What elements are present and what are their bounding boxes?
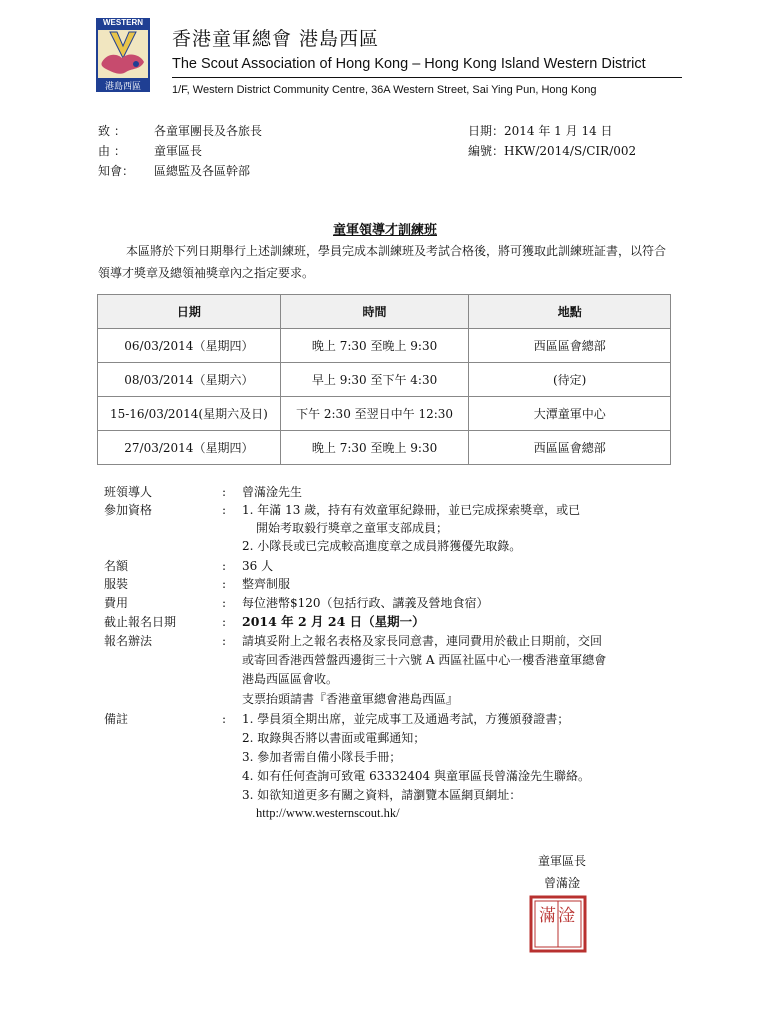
cell-venue: 西區區會總部 <box>469 329 671 363</box>
colon: : <box>222 485 227 499</box>
colon: : <box>222 615 227 629</box>
cell-time: 晚上 7:30 至晚上 9:30 <box>280 431 469 465</box>
uniform-label: 服裝 <box>104 577 129 591</box>
org-name-english: The Scout Association of Hong Kong – Hong Kong Island Western District <box>172 56 646 72</box>
quota-label: 名額 <box>104 559 129 573</box>
eligibility-line-3: 2. 小隊長或已完成較高進度章之成員將獲優先取錄。 <box>242 539 522 553</box>
header-date: 日期 <box>98 295 281 329</box>
quota-value: 36 人 <box>242 559 274 573</box>
signature-block <box>538 850 586 894</box>
cell-time: 晚上 7:30 至晚上 9:30 <box>280 329 469 363</box>
cell-date: 06/03/2014（星期四） <box>98 329 281 363</box>
remarks-label: 備註 <box>104 712 129 726</box>
method-line-3: 港島西區區會收。 <box>242 672 339 686</box>
table-row <box>98 397 671 431</box>
memo-cc-value: 區總監及各區幹部 <box>154 164 251 178</box>
method-line-1: 請填妥附上之報名表格及家長同意書，連同費用於截止日期前，交回 <box>242 634 603 648</box>
table-row <box>98 431 671 465</box>
circular-title: 童軍領導才訓練班 <box>332 223 437 238</box>
org-name-chinese: 香港童軍總會 港島西區 <box>172 28 380 50</box>
seal-text: 滿淦 <box>539 906 577 926</box>
memo-cc-label: 知會： <box>98 164 135 178</box>
remark-4: 4. 如有任何查詢可致電 63332404 與童軍區長曾滿淦先生聯絡。 <box>242 769 590 783</box>
colon: : <box>222 503 227 517</box>
cell-date: 27/03/2014（星期四） <box>98 431 281 465</box>
leader-label: 班領導人 <box>104 485 153 499</box>
district-logo <box>96 18 150 92</box>
table-row <box>98 329 671 363</box>
logo-text-bottom: 港島西區 <box>104 82 141 92</box>
cell-time: 早上 9:30 至下午 4:30 <box>280 363 469 397</box>
deadline-value: 2014 年 2 月 24 日（星期一） <box>242 614 425 629</box>
schedule-table <box>97 294 671 465</box>
remark-1: 1. 學員須全期出席，並完成事工及通過考試，方獲頒發證書； <box>242 712 570 726</box>
uniform-value: 整齊制服 <box>242 577 291 591</box>
signatory-title: 童軍區長 <box>538 854 587 868</box>
logo-text-top: WESTERN <box>103 18 143 27</box>
remark-2: 2. 取錄與否將以書面或電郵通知； <box>242 731 426 745</box>
memo-to-value: 各童軍團長及各旅長 <box>154 124 263 138</box>
remark-5: 3. 如欲知道更多有關之資料，請瀏覽本區網頁網址： <box>242 788 522 802</box>
eligibility-label: 參加資格 <box>104 503 153 517</box>
colon: : <box>222 596 227 610</box>
eligibility-line-2: 開始考取毅行獎章之童軍支部成員； <box>256 521 449 535</box>
memo-date: 日期：2014 年 1 月 14 日 <box>468 124 613 138</box>
fee-label: 費用 <box>104 596 129 610</box>
cell-time: 下午 2:30 至翌日中午 12:30 <box>280 397 469 431</box>
website-link[interactable]: http://www.westernscout.hk/ <box>256 806 400 820</box>
cell-venue: (待定) <box>469 363 671 397</box>
method-line-4: 支票抬頭請書『香港童軍總會港島西區』 <box>242 692 459 706</box>
header-time: 時間 <box>280 295 469 329</box>
colon: : <box>222 712 227 726</box>
remark-3: 3. 參加者需自備小隊長手冊； <box>242 750 402 764</box>
table-row <box>98 363 671 397</box>
signatory-name: 曾滿淦 <box>544 876 581 890</box>
colon: : <box>222 559 227 573</box>
header-venue: 地點 <box>469 295 671 329</box>
colon: : <box>222 577 227 591</box>
deadline-label: 截止報名日期 <box>104 615 177 629</box>
cell-venue: 大潭童軍中心 <box>469 397 671 431</box>
cell-venue: 西區區會總部 <box>469 431 671 465</box>
intro-paragraph: 本區將於下列日期舉行上述訓練班，學員完成本訓練班及考試合格後，將可獲取此訓練班証書，以符合領導才獎章及總領袖獎章內之指定要求。 <box>98 244 667 280</box>
method-label: 報名辦法 <box>104 634 153 648</box>
memo-from-label: 由 ： <box>98 144 126 158</box>
header-divider <box>172 77 682 78</box>
signature-seal <box>528 894 588 954</box>
leader-value: 曾滿淦先生 <box>242 485 303 499</box>
eligibility-line-1: 1. 年滿 13 歲，持有有效童軍紀錄冊，並已完成探索獎章，或已 <box>242 503 581 517</box>
org-address: 1/F, Western District Community Centre, 36A Western Street, Sai Ying Pun, Hong Kong <box>172 84 597 96</box>
colon: : <box>222 634 227 648</box>
cell-date: 15-16/03/2014(星期六及日) <box>98 397 281 431</box>
table-header-row <box>98 295 671 329</box>
memo-ref: 編號：HKW/2014/S/CIR/002 <box>468 144 637 158</box>
memo-from-value: 童軍區長 <box>154 144 203 158</box>
memo-to-label: 致 ： <box>98 124 126 138</box>
cell-date: 08/03/2014（星期六） <box>98 363 281 397</box>
fee-value: 每位港幣$120（包括行政、講義及營地食宿） <box>242 596 489 610</box>
method-line-2: 或寄回香港西營盤西邊街三十六號 A 西區社區中心一樓香港童軍總會 <box>242 653 607 667</box>
